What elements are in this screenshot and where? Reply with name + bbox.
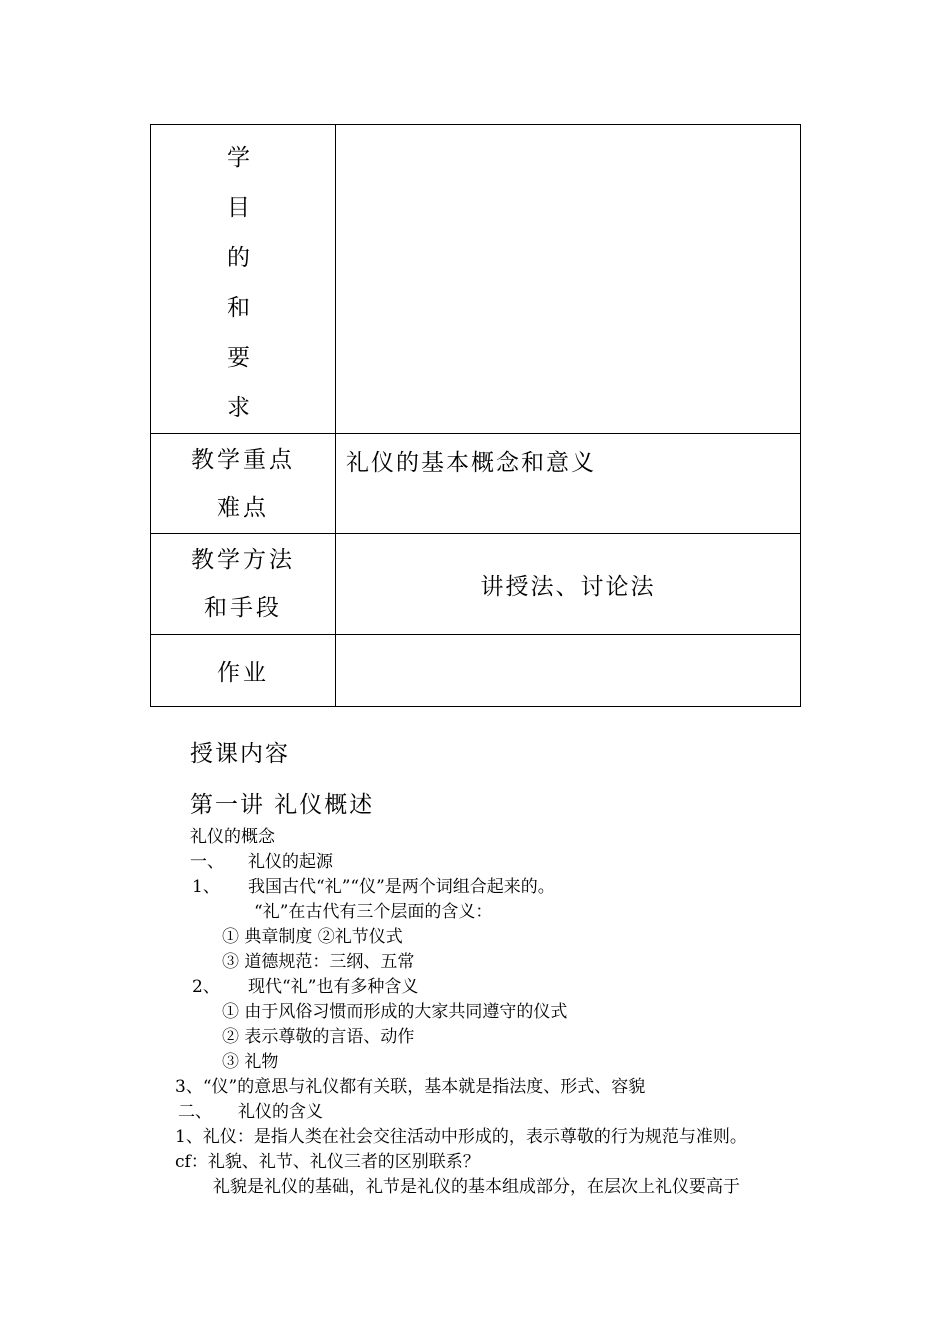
section-heading: 授课内容: [190, 741, 290, 767]
purpose-value: [336, 125, 801, 434]
item-number: 2、: [192, 977, 220, 997]
key-points-row: [151, 434, 801, 534]
section-title: 礼仪的起源: [248, 852, 333, 872]
homework-row: [151, 635, 801, 707]
item-subtext: “礼”在古代有三个层面的含义：: [254, 902, 493, 922]
item-number: 1、: [192, 877, 220, 897]
homework-label: 作业: [151, 635, 336, 707]
purpose-label-char: 要: [227, 345, 253, 371]
purpose-label: [151, 125, 336, 434]
lesson-plan-table: [150, 124, 801, 707]
list-item: ① 由于风俗习惯而形成的大家共同遵守的仪式: [222, 1002, 568, 1022]
section-title: 礼仪的含义: [238, 1102, 323, 1122]
homework-value: [336, 635, 801, 707]
list-item: ① 典章制度 ②礼节仪式: [222, 927, 403, 947]
list-item: ③ 道德规范：三纲、五常: [222, 952, 415, 972]
methods-label: [151, 534, 336, 635]
lecture-title: 第一讲 礼仪概述: [190, 792, 375, 818]
methods-value: 讲授法、讨论法: [336, 534, 801, 635]
methods-label-line2: 和手段: [204, 595, 282, 621]
key-points-label-line1: 教学重点: [191, 446, 295, 473]
definition-line: 1、礼仪：是指人类在社会交往活动中形成的，表示尊敬的行为规范与准则。: [175, 1127, 747, 1147]
list-item: ③ 礼物: [222, 1052, 279, 1072]
purpose-label-char: 求: [227, 395, 253, 421]
list-item: ② 表示尊敬的言语、动作: [222, 1027, 415, 1047]
paragraph: 3、“仪”的意思与礼仪都有关联，基本就是指法度、形式、容貌: [175, 1077, 646, 1097]
key-points-value: 礼仪的基本概念和意义: [336, 434, 801, 534]
key-points-label: [151, 434, 336, 534]
concept-line: 礼仪的概念: [190, 827, 275, 847]
key-points-label-line2: 难点: [217, 494, 269, 521]
purpose-label-char: 学: [227, 145, 253, 171]
purpose-row: [151, 125, 801, 434]
methods-row: [151, 534, 801, 635]
paragraph: 礼貌是礼仪的基础，礼节是礼仪的基本组成部分，在层次上礼仪要高于: [213, 1177, 740, 1197]
methods-label-line1: 教学方法: [191, 547, 295, 573]
purpose-label-vertical: [151, 125, 335, 433]
item-text: 我国古代“礼”“仪”是两个词组合起来的。: [248, 877, 555, 897]
section-number: 二、: [178, 1102, 212, 1122]
question-line: cf：礼貌、礼节、礼仪三者的区别联系？: [175, 1152, 480, 1172]
item-text: 现代“礼”也有多种含义: [248, 977, 419, 997]
purpose-label-char: 目: [227, 195, 253, 221]
section-number: 一、: [190, 852, 224, 872]
purpose-label-char: 的: [227, 245, 253, 271]
purpose-label-char: 和: [227, 295, 253, 321]
